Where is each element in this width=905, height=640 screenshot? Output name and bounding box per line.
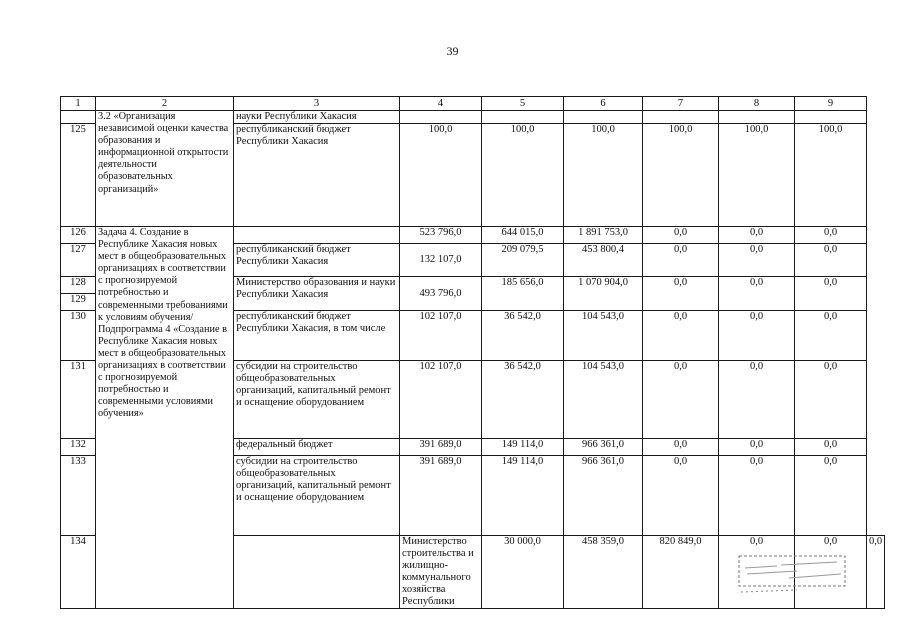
funding-source: республиканский бюджет Республики Хакасия, в том числе — [234, 311, 400, 361]
value-cell: 149 114,0 — [482, 456, 564, 536]
value-cell: 0,0 — [719, 311, 795, 361]
row-number: 134 — [61, 536, 96, 609]
funding-source: науки Республики Хакасия — [234, 111, 400, 124]
value-cell: 0,0 — [719, 439, 795, 456]
column-header: 3 — [234, 97, 400, 111]
task-description-empty — [234, 536, 400, 609]
column-header: 2 — [96, 97, 234, 111]
value-cell: 100,0 — [564, 124, 643, 227]
value-cell: 0,0 — [643, 227, 719, 244]
value-cell: 0,0 — [643, 456, 719, 536]
row-number: 128 — [61, 277, 96, 294]
budget-table — [60, 96, 885, 609]
value-cell: 100,0 — [795, 124, 867, 227]
value-cell: 0,0 — [643, 277, 719, 311]
value-cell: 1 891 753,0 — [564, 227, 643, 244]
row-number: 131 — [61, 361, 96, 439]
value-cell — [719, 111, 795, 124]
value-cell: 185 656,0 — [482, 277, 564, 311]
column-header: 1 — [61, 97, 96, 111]
header-row — [61, 97, 885, 111]
value-cell: 149 114,0 — [482, 439, 564, 456]
value-cell: 36 542,0 — [482, 361, 564, 439]
value-cell: 0,0 — [643, 311, 719, 361]
funding-source: республиканский бюджет Республики Хакасия — [234, 244, 400, 277]
value-cell: 820 849,0 — [643, 536, 719, 609]
value-cell: 30 000,0 — [482, 536, 564, 609]
funding-source: Министерство строительства и жилищно-коммунального хозяйства Республики — [400, 536, 482, 609]
task-description: Задача 4. Создание в Республике Хакасия новых мест в общеобразовательных организациях в соответствии с прогнозируемой потребностью и современными требованиями к условиям обучения/ Подпрограмма 4 «Создание в Республике Хакасия новых мест в общеобразовательных организациях в соответствии с прогнозируемой потребностью и современными условиями обучения» — [96, 227, 234, 609]
row-number: 133 — [61, 456, 96, 536]
value-cell: 0,0 — [719, 227, 795, 244]
funding-source: федеральный бюджет — [234, 439, 400, 456]
value-cell: 391 689,0 — [400, 439, 482, 456]
row-number: 126 — [61, 227, 96, 244]
value-cell: 0,0 — [643, 244, 719, 277]
funding-source: Министерство образования и науки Республики Хакасия — [234, 277, 400, 311]
value-cell: 0,0 — [795, 361, 867, 439]
value-cell: 493 796,0 — [400, 277, 482, 311]
task-description: 3.2 «Организация независимой оценки качества образования и информационной открытости деятельности образовательных организаций» — [96, 111, 234, 227]
value-cell: 0,0 — [643, 361, 719, 439]
table-row — [61, 227, 885, 244]
value-cell: 0,0 — [643, 439, 719, 456]
value-cell: 0,0 — [795, 536, 867, 609]
value-cell: 0,0 — [719, 456, 795, 536]
value-cell: 391 689,0 — [400, 456, 482, 536]
column-header: 7 — [643, 97, 719, 111]
value-cell: 0,0 — [795, 227, 867, 244]
value-cell — [643, 111, 719, 124]
funding-source: субсидии на строительство общеобразовательных организаций, капитальный ремонт и оснащение оборудованием — [234, 361, 400, 439]
row-number — [61, 111, 96, 124]
value-cell: 100,0 — [482, 124, 564, 227]
value-cell: 0,0 — [795, 277, 867, 311]
row-number: 130 — [61, 311, 96, 361]
value-cell: 100,0 — [400, 124, 482, 227]
column-header: 4 — [400, 97, 482, 111]
value-cell: 102 107,0 — [400, 311, 482, 361]
row-number: 127 — [61, 244, 96, 277]
value-cell: 0,0 — [795, 311, 867, 361]
value-cell: 0,0 — [795, 439, 867, 456]
value-cell: 104 543,0 — [564, 361, 643, 439]
value-cell: 458 359,0 — [564, 536, 643, 609]
column-header: 9 — [795, 97, 867, 111]
value-cell: 100,0 — [719, 124, 795, 227]
value-cell: 209 079,5 — [482, 244, 564, 277]
value-cell: 36 542,0 — [482, 311, 564, 361]
value-cell: 0,0 — [719, 361, 795, 439]
value-cell: 1 070 904,0 — [564, 277, 643, 311]
value-cell: 0,0 — [719, 536, 795, 609]
value-cell: 100,0 — [643, 124, 719, 227]
value-cell: 0,0 — [795, 456, 867, 536]
row-number: 129 — [61, 294, 96, 311]
column-header: 5 — [482, 97, 564, 111]
funding-source: субсидии на строительство общеобразовательных организаций, капитальный ремонт и оснащение оборудованием — [234, 456, 400, 536]
value-cell — [795, 111, 867, 124]
value-cell — [564, 111, 643, 124]
value-cell: 644 015,0 — [482, 227, 564, 244]
value-cell: 0,0 — [795, 244, 867, 277]
value-cell: 0,0 — [867, 536, 885, 609]
value-cell — [400, 111, 482, 124]
page-number: 39 — [446, 44, 459, 58]
table-row — [61, 111, 885, 124]
column-header: 6 — [564, 97, 643, 111]
row-number: 132 — [61, 439, 96, 456]
funding-source — [234, 227, 400, 244]
value-cell: 104 543,0 — [564, 311, 643, 361]
value-cell: 132 107,0 — [400, 244, 482, 277]
value-cell: 0,0 — [719, 277, 795, 311]
value-cell: 453 800,4 — [564, 244, 643, 277]
row-number: 125 — [61, 124, 96, 227]
funding-source: республиканский бюджет Республики Хакасия — [234, 124, 400, 227]
column-header: 8 — [719, 97, 795, 111]
value-cell — [482, 111, 564, 124]
value-cell: 966 361,0 — [564, 456, 643, 536]
value-cell: 0,0 — [719, 244, 795, 277]
value-cell: 523 796,0 — [400, 227, 482, 244]
value-cell: 102 107,0 — [400, 361, 482, 439]
value-cell: 966 361,0 — [564, 439, 643, 456]
